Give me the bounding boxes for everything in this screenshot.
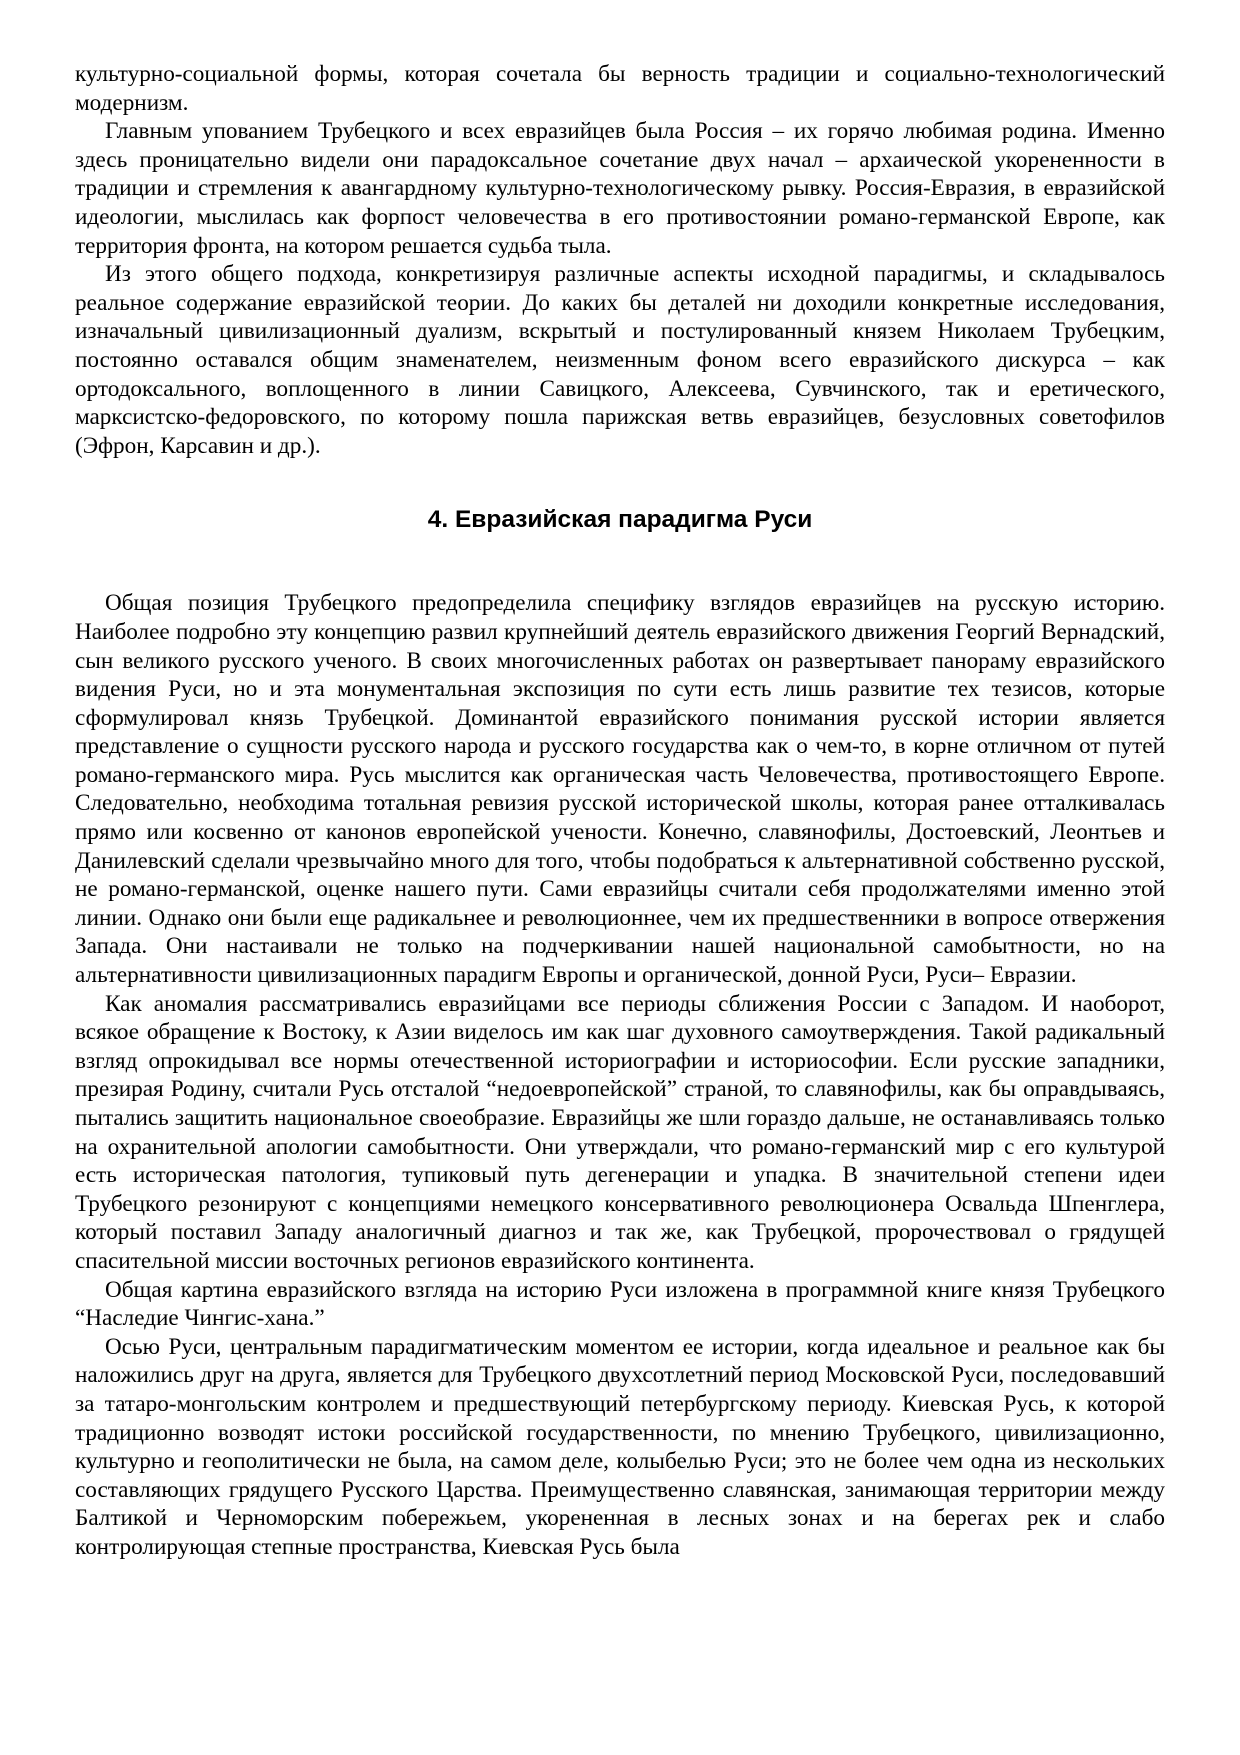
section-heading: 4. Евразийская парадигма Руси bbox=[427, 506, 813, 534]
document-page bbox=[75, 60, 1165, 1562]
heading-spacer bbox=[75, 540, 1165, 589]
paragraph: Общая картина евразийского взгляда на историю Руси изложена в программной книге князя Трубецкого “Наследие Чингис-хана.” bbox=[75, 1276, 1165, 1332]
paragraph-continuation: культурно-социальной формы, которая сочетала бы верность традиции и социально-технологический модернизм. bbox=[75, 61, 1165, 116]
paragraph: Из этого общего подхода, конкретизируя различные аспекты исходной парадигмы, и складывалось реальное содержание евразийской теории. До каких бы деталей ни доходили конкретные исследования, изначальный цивилизационный дуализм, вскрытый и постулированный князем Николаем Трубецким, постоянно оставался общим знаменателем, неизменным фоном всего евразийского дискурса – как ортодоксального, воплощенного в линии Савицкого, Алексеева, Сувчинского, так и еретического, марксистско-федоровского, по которому пошла парижская ветвь евразийцев, безусловных советофилов (Эфрон, Карсавин и др.). bbox=[75, 261, 1165, 459]
paragraph: Как аномалия рассматривались евразийцами все периоды сближения России с Западом. И наоборот, всякое обращение к Востоку, к Азии виделось им как шаг духовного самоутверждения. Такой радикальный взгляд опрокидывал все нормы отечественной историографии и историософии. Если русские западники, презирая Родину, считали Русь отсталой “недоевропейской” страной, то славянофилы, как бы оправдываясь, пытались защитить национальное своеобразие. Евразийцы же шли гораздо дальше, не останавливаясь только на охранительной апологии самобытности. Они утверждали, что романо-германский мир с его культурой есть историческая патология, тупиковый путь дегенерации и упадка. В значительной степени идеи Трубецкого резонируют с концепциями немецкого консервативного революционера Освальда Шпенглера, который поставил Западу аналогичный диагноз и так же, как Трубецкой, пророчествовал о грядущей спасительной миссии восточных регионов евразийского континента. bbox=[75, 990, 1165, 1274]
paragraph: Осью Руси, центральным парадигматическим моментом ее истории, когда идеальное и реальное как бы наложились друг на друга, является для Трубецкого двухсотлетний период Московской Руси, последовавший за татаро-монгольским контролем и предшествующий петербургскому периоду. Киевская Русь, к которой традиционно возводят истоки российской государственности, по мнению Трубецкого, цивилизационно, культурно и геополитически не была, на самом деле, колыбелью Руси; это не более чем одна из нескольких составляющих грядущего Русского Царства. Преимущественно славянская, занимающая территории между Балтикой и Черноморским побережьем, укорененная в лесных зонах и на берегах рек и слабо контролирующая степные пространства, Киевская Русь была bbox=[75, 1333, 1165, 1560]
paragraph: Главным упованием Трубецкого и всех евразийцев была Россия – их горячо любимая родина. Именно здесь проницательно видели они парадоксальное сочетание двух начал – архаической укорененности в традиции и стремления к авангардному культурно-технологическому рывку. Россия-Евразия, в евразийской идеологии, мыслилась как форпост человечества в его противостоянии романо-германской Европе, как территория фронта, на котором решается судьба тыла. bbox=[75, 118, 1165, 259]
paragraph: Общая позиция Трубецкого предопределила специфику взглядов евразийцев на русскую историю. Наиболее подробно эту концепцию развил крупнейший деятель евразийского движения Георгий Вернадский, сын великого русского ученого. В своих многочисленных работах он развертывает панораму евразийского видения Руси, но и эта монументальная экспозиция по сути есть лишь развитие тех тезисов, которые сформулировал князь Трубецкой. Доминантой евразийского понимания русской истории является представление о сущности русского народа и русского государства как о чем-то, в корне отличном от путей романо-германского мира. Русь мыслится как органическая часть Человечества, противостоящего Европе. Следовательно, необходима тотальная ревизия русской исторической школы, которая ранее отталкивалась прямо или косвенно от канонов европейской учености. Конечно, славянофилы, Достоевский, Леонтьев и Данилевский сделали чрезвычайно много для того, чтобы подобраться к альтернативной собственно русской, не романо-германской, оценке нашего пути. Сами евразийцы считали себя продолжателями именно этой линии. Однако они были еще радикальнее и революционнее, чем их предшественники в вопросе отвержения Запада. Они настаивали не только на подчеркивании нашей национальной самобытности, но на альтернативности цивилизационных парадигм Европы и органической, донной Руси, Руси– Евразии. bbox=[75, 590, 1165, 989]
